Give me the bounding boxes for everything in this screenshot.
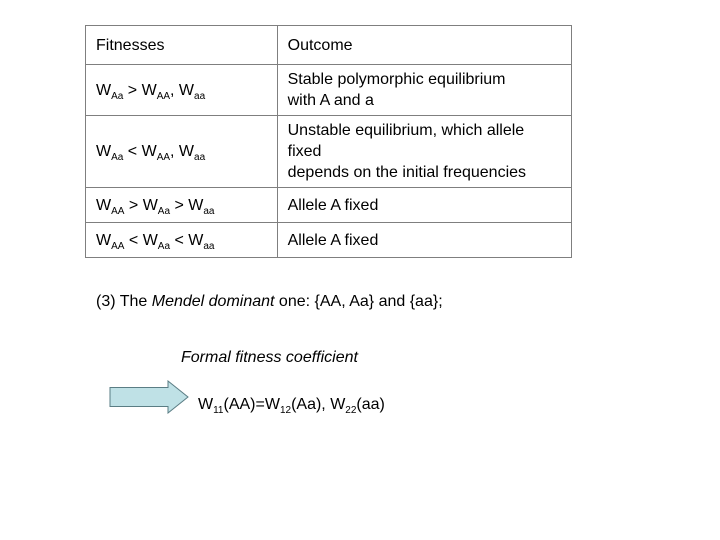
header-fitnesses: Fitnesses [86,26,278,65]
subscript: AA [111,240,125,252]
text-run: > W [123,81,157,99]
right-arrow-icon [109,380,189,414]
fitness-condition [86,223,278,258]
text-run: < W [170,231,204,249]
subscript: AA [111,205,125,217]
subscript: AA [156,152,171,163]
text-run: < W [124,231,158,249]
text-run: W [96,143,112,160]
outcome-cell [277,65,571,116]
outcome-line: Allele A fixed [287,196,379,214]
outcome-cell [277,223,571,258]
subscript: aa [203,205,215,217]
fitness-condition [86,116,278,188]
subscript: aa [194,152,206,163]
subscript: 11 [213,405,224,416]
text-run: < W [123,143,157,160]
text-run: W [198,396,214,413]
table-row [86,188,572,223]
text-run: W [96,196,112,214]
model-prefix: (3) The [96,293,152,310]
outcome-line: Allele A fixed [287,231,379,249]
header-outcome: Outcome [277,26,571,65]
text-run: > W [124,196,158,214]
table-row [86,116,572,188]
arrow-shape [110,381,188,413]
subscript: Aa [157,205,171,217]
text-run: W [96,81,112,99]
subscript: Aa [111,152,124,163]
subscript: AA [156,90,171,102]
subscript: Aa [111,90,124,102]
text-run: (aa) [356,396,385,413]
text-run: W [96,231,112,249]
subscript: 12 [279,405,292,416]
subscript: aa [203,240,215,252]
model-name: Mendel dominant [151,293,275,310]
fitness-table [85,25,572,258]
outcome-line: with A and a [287,92,374,109]
fitness-condition [86,65,278,116]
formal-fitness-label: Formal fitness coefficient [181,349,358,366]
table-header-row [86,26,572,65]
outcome-line: fixed [287,143,322,160]
text-run: , W [170,81,195,99]
outcome-line: Unstable equilibrium, which allele [287,122,525,139]
outcome-cell [277,188,571,223]
text-run: (AA)=W [223,396,280,413]
model-description [96,293,443,311]
subscript: 22 [345,405,357,416]
table-row [86,65,572,116]
text-run: (Aa), W [291,396,346,413]
outcome-cell [277,116,571,188]
fitness-condition [86,188,278,223]
subscript: aa [194,90,206,102]
table-row [86,223,572,258]
subscript: Aa [157,240,171,252]
model-suffix: one: {AA, Aa} and {aa}; [274,293,443,310]
text-run: > W [170,196,204,214]
text-run: , W [170,143,195,160]
outcome-line: Stable polymorphic equilibrium [287,71,506,88]
outcome-line: depends on the initial frequencies [287,164,527,181]
fitness-coefficient-formula [198,396,385,414]
